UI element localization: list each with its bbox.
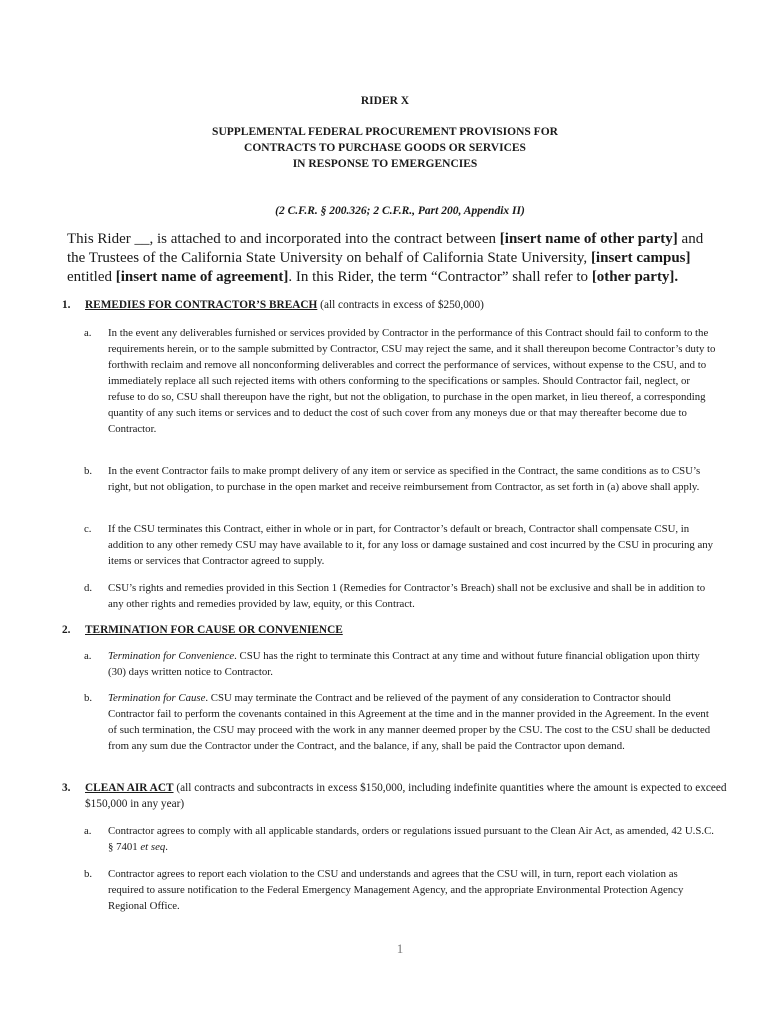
- section-number: 3.: [62, 782, 71, 794]
- item-text: Contractor agrees to report each violation to the CSU and understands and agrees that the CSU will, in turn, report each violation as required to assure notification to the Federal Emergency Management Agency, and the appropriate Environmental Protection Agency Regional Office.: [108, 868, 684, 912]
- section-number: 1.: [62, 299, 71, 311]
- item-italic-tail: et seq: [140, 841, 166, 853]
- item-lead: Termination for Convenience: [108, 650, 235, 662]
- section-3-item-a: [84, 823, 716, 855]
- section-1-item-a: [84, 325, 716, 437]
- section-title: REMEDIES FOR CONTRACTOR’S BREACH: [85, 299, 318, 311]
- intro-bold-2: [insert campus]: [590, 250, 691, 266]
- item-label: b.: [84, 692, 93, 704]
- section-1-item-b: [84, 463, 716, 495]
- item-text: In the event any deliverables furnished or services provided by Contractor in the performance of this Contract should fail to conform to the requirements herein, or to the sample submitted by Contractor, CSU may reject the same, and it shall thereupon become Contractor’s duty to forthwith reclaim and remove all nonconforming deliverables and correct the performance of services, without expense to the CSU, and to immediately replace all such rejected items with others conforming to the specifications or samples. Should Contractor fail, neglect, or refuse to do so, CSU shall thereupon have the right, but not the obligation, to purchase in the open market, in lieu thereof, a corresponding quantity of any such items or services and to deduct the cost of such cover from any moneys due or that may thereafter become due to Contractor.: [108, 327, 716, 435]
- section-note: (all contracts and subcontracts in excess $150,000, including indefinite quantities where the amount is expected to exceed $150,000 in any year): [85, 782, 727, 810]
- item-text: CSU’s rights and remedies provided in this Section 1 (Remedies for Contractor’s Breach) shall not be exclusive and shall be in addition to any other rights and remedies provided by law, equity, or this Contract.: [108, 582, 706, 610]
- section-1-item-c: [84, 521, 716, 569]
- section-2-item-a: [84, 648, 716, 680]
- section-title: TERMINATION FOR CAUSE OR CONVENIENCE: [85, 624, 343, 636]
- section-title: CLEAN AIR ACT: [85, 782, 174, 794]
- section-2-heading: [62, 622, 727, 638]
- item-label: b.: [84, 868, 93, 880]
- intro-text-1: This Rider __, is attached to and incorporated into the contract between: [67, 231, 500, 247]
- item-tail: .: [165, 841, 168, 853]
- intro-bold-1: [insert name of other party]: [499, 231, 678, 247]
- section-1-heading: [62, 297, 727, 313]
- item-lead: Termination for Cause: [108, 692, 206, 704]
- item-label: a.: [84, 825, 92, 837]
- section-3-heading: [62, 780, 727, 812]
- item-text: In the event Contractor fails to make prompt delivery of any item or service as specified in the Contract, the same conditions as to CSU’s right, but not obligation, to purchase in the open market and receive reimbursement from Contractor, as set forth in (a) above shall apply.: [108, 465, 701, 493]
- document-heading: [0, 93, 770, 172]
- title-line-2: CONTRACTS TO PURCHASE GOODS OR SERVICES: [244, 142, 526, 154]
- intro-bold-3: [insert name of agreement]: [115, 269, 289, 285]
- section-note: (all contracts in excess of $250,000): [317, 299, 484, 311]
- intro-paragraph: [67, 230, 717, 287]
- section-2-item-b: [84, 690, 716, 754]
- citation: (2 C.F.R. § 200.326; 2 C.F.R., Part 200, Appendix II): [275, 205, 525, 217]
- section-number: 2.: [62, 624, 71, 636]
- item-text: . CSU has the right to terminate this Contract at any time and without future financial obligation upon thirty (30) days written notice to Contractor.: [108, 650, 700, 678]
- intro-text-3: entitled: [67, 269, 116, 285]
- title-line-1: SUPPLEMENTAL FEDERAL PROCUREMENT PROVISIONS FOR: [212, 126, 558, 138]
- section-3-item-b: [84, 866, 716, 914]
- item-label: a.: [84, 327, 92, 339]
- section-1-item-d: [84, 580, 716, 612]
- title-line-3: IN RESPONSE TO EMERGENCIES: [292, 158, 478, 170]
- rider-label: RIDER X: [360, 95, 410, 107]
- page-number: 1: [396, 941, 404, 956]
- item-text: Contractor agrees to comply with all applicable standards, orders or regulations issued pursuant to the Clean Air Act, as amended, 42 U.S.C. § 7401: [108, 825, 714, 853]
- item-label: d.: [84, 582, 93, 594]
- item-text: . CSU may terminate the Contract and be relieved of the payment of any consideration to Contractor should Contractor fail to perform the covenants contained in this Agreement at the time and in the manner provided in the Agreement. In the event of such termination, the CSU may proceed with the work in any manner deemed proper by the CSU. The cost to the CSU shall be deducted from any sum due the Contractor under the Contract, and the balance, if any, shall be paid the Contractor upon demand.: [108, 692, 711, 752]
- item-label: b.: [84, 465, 93, 477]
- intro-text-4: . In this Rider, the term “Contractor” shall refer to: [288, 269, 592, 285]
- item-label: a.: [84, 650, 92, 662]
- item-label: c.: [84, 523, 92, 535]
- intro-bold-4: [other party].: [591, 269, 679, 285]
- intro-text-2: and the Trustees of the California State University on behalf of California State University,: [67, 231, 704, 266]
- item-text: If the CSU terminates this Contract, either in whole or in part, for Contractor’s default or breach, Contractor shall compensate CSU, in addition to any other remedy CSU may have available to it, for any loss or damage sustained and cost incurred by the CSU in procuring any items or services that Contractor agreed to supply.: [108, 523, 714, 567]
